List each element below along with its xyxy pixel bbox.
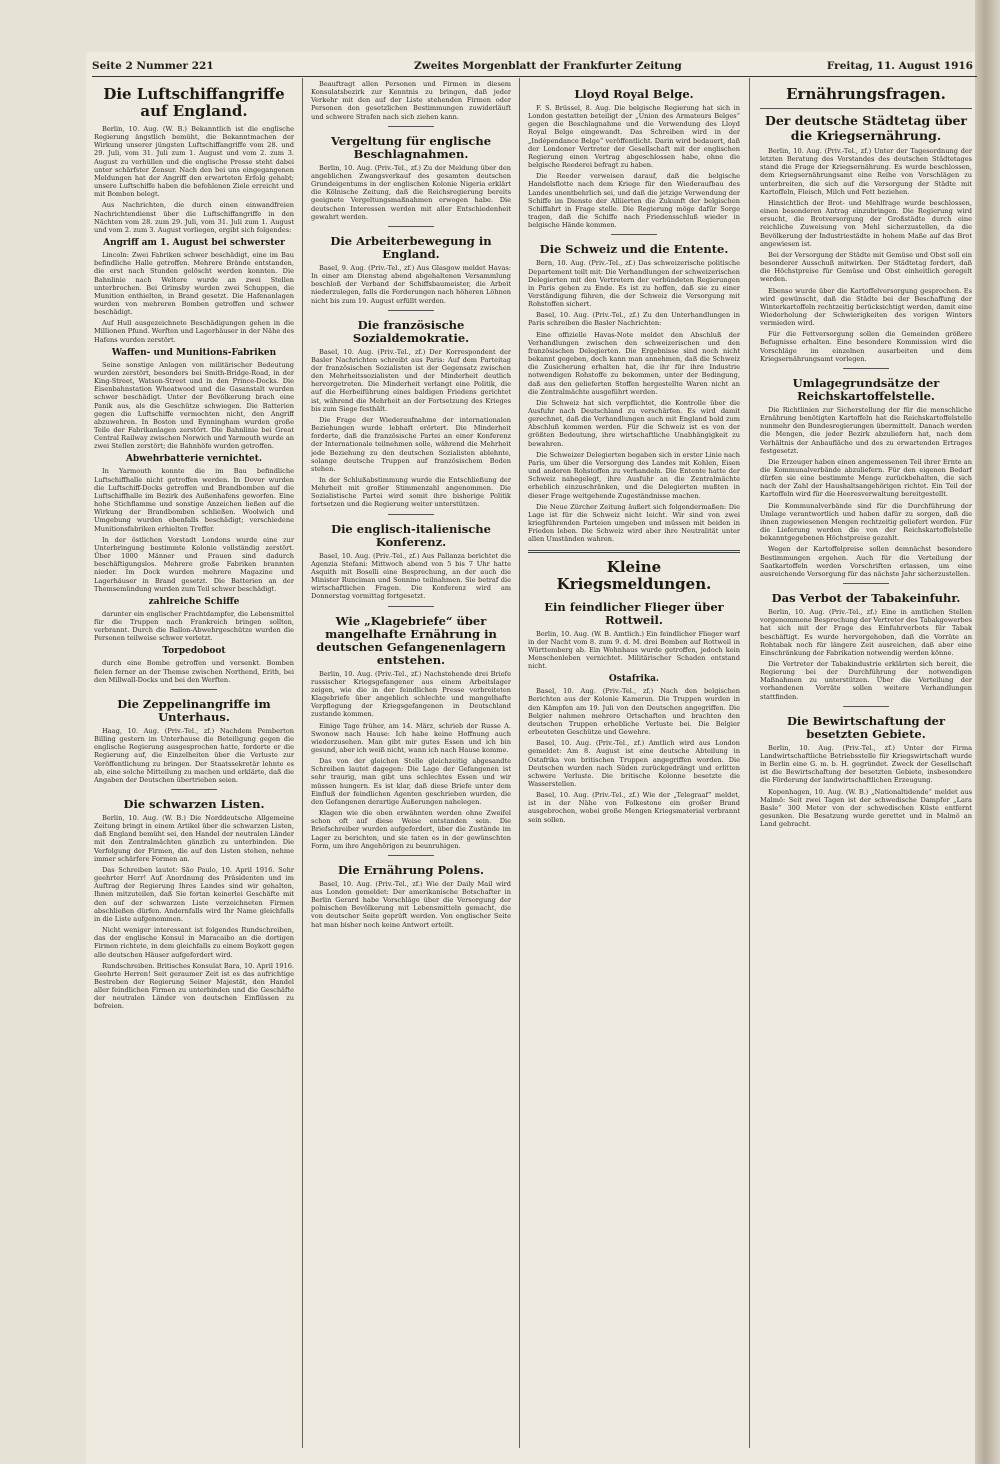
column-3: [528, 80, 740, 1440]
page-header: [92, 58, 977, 76]
article-paragraph: Die Erzeuger haben einen angemessenen Teil ihrer Ernte an die Kommunalverbände abzuliefern. Für den eigenen Bedarf dürfen sie eine bestimmte Menge zurückbehalten, die sich nach der Zahl der Haushaltsangehörigen richtet. Ein Teil der Kartoffeln wird für die Heeresverwaltung bereitgestellt.: [760, 457, 972, 499]
article-paragraph: Basel, 10. Aug. (Priv.-Tel., zf.) Wie der „Telegraaf“ meldet, ist in der Nähe von Folkestone ein großer Brand ausgebrochen, wobei große Mengen Kriegsmaterial verbrannt sein sollen.: [528, 791, 740, 824]
article-paragraph: Ebenso wurde über die Kartoffelversorgung gesprochen. Es wird gewünscht, daß die Städte bei der Beschaffung der Winterkartoffeln rechtzeitig berücksichtigt werden, damit eine Wiederholung der Schwierigkeiten des vorigen Winters vermieden wird.: [760, 286, 972, 328]
article-paragraph: Kopenhagen, 10. Aug. (W. B.) „Nationaltidende“ meldet aus Malmö: Seit zwei Tagen ist der schwedische Dampfer „Lara Basle“ 300 Meter von der schwedischen Küste entfernt gesunken. Die Besatzung wurde gerettet und in Malmö an Land gebracht.: [760, 787, 972, 829]
article-paragraph: Nicht weniger interessant ist folgendes Rundschreiben, das der englische Konsul in Maracaibo an die dortigen Firmen richtete, in dem gleichfalls zu einem Boykott gegen alle deutschen Häuser aufgefordert wird.: [94, 926, 294, 959]
article-paragraph: Das Schreiben lautet: São Paulo, 10. April 1916. Sehr geehrter Herr! Auf Anordnung des Präsidenten und im Auftrag der Regierung Ihres Landes sind wir gehalten, Ihnen mitzuteilen, daß Sie fortan keinerlei Geschäfte mit den auf der schwarzen Liste verzeichneten Firmen abschließen dürfen. Andernfalls wird Ihr Name gleichfalls in die Liste aufgenommen.: [94, 865, 294, 923]
section-rule: [760, 108, 972, 109]
article-headline: Die Bewirtschaftung der besetzten Gebiete.: [786, 713, 946, 741]
article-headline: Wie „Klagebriefe“ über mangelhafte Ernährung in deutschen Gefangenenlagern entstehen.: [316, 613, 506, 667]
article-headline: Die Ernährung Polens.: [337, 862, 485, 877]
article-paragraph: Beauftragt allen Personen und Firmen in diesem Konsulatsbezirk zur Kenntnis zu bringen, daß jeder Verkehr mit den auf der Liste stehenden Firmen oder Personen den gesetzlichen Bestimmungen zuwiderläuft und schwere Strafen nach sich ziehen kann.: [311, 80, 511, 121]
article-paragraph: Die Kommunalverbände sind für die Durchführung der Umlage verantwortlich und haben dafür zu sorgen, daß die ihnen zugewiesenen Mengen rechtzeitig geliefert werden. Für die Lieferung werden die von der Reichskartoffelstelle bekanntgegebenen Höchstpreise gezahlt.: [760, 501, 972, 543]
article-paragraph: Basel, 10. Aug. (Priv.-Tel., zf.) Wie der Daily Mail wird aus London gemeldet: Der amerikanische Botschafter in Berlin Gerard habe Vorschläge über die Versorgung der polnischen Bevölkerung mit Lebensmitteln gemacht, die von deutscher Seite geprüft werden. Von englischer Seite hat man bisher noch keine Antwort erteilt.: [311, 879, 511, 929]
separator: [388, 310, 434, 311]
article-paragraph: Berlin, 10. Aug. (Priv.-Tel., zf.) Eine in amtlichen Stellen vorgenommene Besprechung der Vertreter des Tabakgewerbes hat sich mit der Frage des Einfuhrverbots für Tabak beschäftigt. Es wurde hervorgehoben, daß die Vorräte an Rohtabak noch für längere Zeit ausreichen, daß aber eine Einschränkung der Fabrikation notwendig werden könne.: [760, 608, 972, 657]
article-paragraph: Bern, 10. Aug. (Priv.-Tel., zf.) Das schweizerische politische Departement teilt mit: Die Verhandlungen der schweizerischen Delegierten mit den Vertretern der verbündeten Regierungen in Paris gehen zu Ende. Es ist zu hoffen, daß sie zu einer Verständigung führen, die der Schweiz die Versorgung mit Rohstoffen sichert.: [528, 259, 740, 309]
subheading: zahlreiche Schiffe: [148, 596, 240, 607]
article-paragraph: Basel, 9. Aug. (Priv.-Tel., zf.) Aus Glasgow meldet Havas: In einer am Dienstag abend abgehaltenen Versammlung beschloß der Verband der Schiffsbaumeister, die Arbeit niederzulegen, falls die Forderungen nach höheren Löhnen nicht bis zum 19. August erfüllt werden.: [311, 263, 511, 305]
article-headline: Umlagegrundsätze der Reichskartoffelstelle.: [792, 375, 940, 403]
subheading: Ostafrika.: [608, 674, 660, 685]
article-paragraph: Bei der Versorgung der Städte mit Gemüse und Obst soll ein besonderer Ausschuß mitwirken. Der Städtetag fordert, daß die Höchstpreise für Gemüse und Obst einheitlich geregelt werden.: [760, 250, 972, 284]
article-headline: Lloyd Royal Belge.: [574, 87, 694, 101]
article-paragraph: Basel, 10. Aug. (Priv.-Tel., zf.) Der Korrespondent der Basler Nachrichten schreibt aus Paris: Auf dem Parteitag der französischen Sozialisten ist der Gegensatz zwischen den Mehrheitssozialisten und der Minderheit deutlich hervorgetreten. Die Minderheit verlangt eine Politik, die auf die Herbeiführung eines baldigen Friedens gerichtet ist, während die Mehrheit an der Fortsetzung des Krieges bis zum Siege festhält.: [311, 347, 511, 413]
page-number: Seite 2 Nummer 221: [92, 60, 214, 72]
article-paragraph: Haag, 10. Aug. (Priv.-Tel., zf.) Nachdem Pemberton Billing gestern im Unterhause die Beteiligung gegen die englische Regierung ausgesprochen hatte, forderte er die Regierung auf, die Einzelheiten über die Verluste zur Veröffentlichung zu bringen. Der Staatssekretär lehnte es ab, eine solche Mitteilung zu machen und erklärte, daß die Angaben der Deutschen übertrieben seien.: [94, 726, 294, 784]
article-paragraph: Basel, 10. Aug. (Priv.-Tel., zf.) Zu den Unterhandlungen in Paris schreiben die Basler Nachrichten:: [528, 311, 740, 328]
article-headline: Die Zeppelinangriffe im Unterhaus.: [117, 696, 271, 724]
separator: [611, 234, 657, 235]
separator: [388, 855, 434, 856]
article-headline: Die englisch-italienische Konferenz.: [331, 521, 491, 549]
header-rule: [92, 76, 977, 77]
article-paragraph: Klagen wie die oben erwähnten werden ohne Zweifel schon oft auf diese Weise entstanden sein. Die Briefschreiber wurden aufgefordert, über die Zustände im Lager zu berichten, und sie taten es in der gewünschten Form, um ihre Angehörigen zu beunruhigen.: [311, 809, 511, 850]
article-paragraph: Berlin, 10. Aug. (Priv.-Tel., zf.) Unter der Firma Landwirtschaftliche Betriebsstelle für Kriegswirtschaft wurde in Berlin eine G. m. b. H. gegründet. Zweck der Gesellschaft ist die Bewirtschaftung der besetzten Gebiete, insbesondere die Förderung der landwirtschaftlichen Erzeugung.: [760, 743, 972, 785]
separator: [843, 706, 889, 707]
article-paragraph: durch eine Bombe getroffen und versenkt. Bomben fielen ferner an der Themse zwischen Northend, Erith, bei den Millwall-Docks und bei den Werften.: [94, 659, 294, 684]
article-paragraph: darunter ein englischer Frachtdampfer, die Lebensmittel für die Truppen nach Frankreich bringen sollten, verbrannt. Durch die Ballon-Abwehrgeschütze wurden die Personen teilweise schwer verletzt.: [94, 609, 294, 643]
article-paragraph: Hinsichtlich der Brot- und Mehlfrage wurde beschlossen, einen besonderen Antrag einzubringen. Die Regierung wird ersucht, die Brotversorgung der Großstädte durch eine reichliche Zuweisung von Mehl sicherzustellen, da die Bevölkerung der Industriestädte in hohem Maße auf das Brot angewiesen ist.: [760, 198, 972, 248]
separator: [388, 226, 434, 227]
article-headline: Die französische Sozialdemokratie.: [352, 317, 470, 345]
separator: [171, 789, 217, 790]
separator: [843, 368, 889, 369]
article-paragraph: Auf Hull ausgezeichnete Beschädigungen gehen in die Millionen Pfund. Werften und Lagerhäuser in der Nähe des Hafens wurden zerstört.: [94, 319, 294, 344]
article-paragraph: Die Vertreter der Tabakindustrie erklärten sich bereit, die Regierung bei der Durchführung der notwendigen Maßnahmen zu unterstützen. Über die Verteilung der vorhandenen Vorräte sollen weitere Verhandlungen stattfinden.: [760, 659, 972, 701]
article-paragraph: Aus Nachrichten, die durch einen einwandfreien Nachrichtendienst über die Luftschiffangriffe in den Nächten vom 28. zum 29. Juli, vom 31. Juli zum 1. August und vom 2. zum 3. August vorliegen, ergibt sich folgendes:: [94, 201, 294, 234]
article-paragraph: In der Schlußabstimmung wurde die Entschließung der Mehrheit mit großer Stimmenzahl angenommen. Die Sozialistische Partei wird somit ihre bisherige Politik fortsetzen und die Regierung weiter unterstützen.: [311, 476, 511, 509]
subheading: Angriff am 1. August bei schwerster: [103, 238, 285, 249]
article-paragraph: Lincoln: Zwei Fabriken schwer beschädigt, eine im Bau befindliche Halle getroffen. Mehrere Brände entstanden, die erst nach Stunden gelöscht werden konnten. Die Bahnlinie nach Weltere wurde an zwei Stellen unterbrochen. Bei Grimsby wurden zwei Schuppen, die Munition enthielten, in Brand gesetzt. Die Hafenanlagen wurden von mehreren Bomben getroffen und schwer beschädigt.: [94, 251, 294, 317]
column-1: [94, 80, 294, 1440]
subheading: Waffen- und Munitions-Fabriken: [111, 347, 277, 358]
column-divider: [519, 78, 520, 1448]
article-paragraph: Berlin, 10. Aug. (W. B. Amtlich.) Ein feindlicher Flieger warf in der Nacht vom 8. zum 9. d. M. drei Bomben auf Rottweil in Württemberg ab. Ein Wohnhaus wurde getroffen, jedoch kein Menschenleben vernichtet. Militärischer Schaden entstand nicht.: [528, 629, 740, 671]
section-headline: Kleine Kriegsmeldungen.: [556, 557, 712, 593]
issue-date: Freitag, 11. August 1916: [826, 60, 973, 72]
article-paragraph: Die Richtlinien zur Sicherstellung der für die menschliche Ernährung benötigten Kartoffeln hat die Reichskartoffelstelle nunmehr den Bundesregierungen übermittelt. Danach werden die Mengen, die jeder Bezirk abzuliefern hat, nach dem Verhältnis der Anbaufläche und des zu erwartenden Ertrages festgesetzt.: [760, 405, 972, 455]
column-4: [760, 80, 972, 1440]
article-paragraph: Für die Fettversorgung sollen die Gemeinden größere Befugnisse erhalten. Eine besondere Kommission wird die Vorschläge im einzelnen ausarbeiten und dem Kriegsernährungsamt vorlegen.: [760, 330, 972, 363]
column-divider: [302, 78, 303, 1448]
article-paragraph: Basel, 10. Aug. (Priv.-Tel., zf.) Aus Pallanza berichtet die Agenzia Stefani: Mittwoch abend von 5 bis 7 Uhr hatte Asquith mit Boselli eine Besprechung, an der auch die Minister Runciman und Sonnino teilnahmen. Sie betraf die wirtschaftlichen Fragen. Die Konferenz wird am Donnerstag vormittag fortgesetzt.: [311, 551, 511, 601]
article-paragraph: In Yarmouth konnte die im Bau befindliche Luftschiffhalle nicht getroffen werden. In Dover wurden die Luftschiff-Docks getroffen und Brandbomben auf die Luftschiffhalle im Bezirk des Außenhafens geworfen. Eine hohe Stichflamme und sonstige Anzeichen ließen auf die Wirkung der Brandbomben schließen. Woolwich und Umgebung wurden ebenfalls beschädigt; verschiedene Munitionsfabriken erhielten Treffer.: [94, 467, 294, 533]
section-rule: [528, 550, 740, 553]
article-paragraph: Die Schweizer Delegierten begaben sich in erster Linie nach Paris, um über die Versorgung des Landes mit Kohlen, Eisen und anderen Rohstoffen zu verhandeln. Die Entente hatte der Schweiz nahegelegt, ihre Ausfuhr an die Zentralmächte erheblich einzuschränken, und die Delegierten mußten in dieser Frage weitgehende Zugeständnisse machen.: [528, 450, 740, 500]
separator: [388, 126, 434, 127]
article-paragraph: Berlin, 10. Aug. (W. B.) Bekanntlich ist die englische Regierung ängstlich bemüht, die Bekanntmachen der Wirkung unserer jüngsten Luftschiffangriffe vom 28. und 29. Juli, vom 31. Juli zum 1. August und vom 2. zum 3. August zu verhüllen und die englische Presse steht dabei unter schärfster Zensur. Nach den bei uns eingegangenen Meldungen hat der Angriff den erwarteten Erfolg gehabt; unsere Luftschiffe haben die befohlenen Ziele erreicht und mit Bomben belegt.: [94, 125, 294, 199]
article-paragraph: Rundschreiben. Britisches Konsulat Bara, 10. April 1916. Geehrte Herren! Seit geraumer Zeit ist es das aufrichtige Bestreben der Regierung Seiner Majestät, den Handel aller feindlichen Firmen zu unterbinden und die Geschäfte der neutralen Länder von deutschen Einflüssen zu befreien.: [94, 961, 294, 1011]
article-paragraph: Die Neue Zürcher Zeitung äußert sich folgendermaßen: Die Lage ist für die Schweiz nicht leicht. Wir sind von zwei kriegführenden Parteien umgeben und müssen mit beiden in Frieden leben. Die Schweiz wird aber ihre Neutralität unter allen Umständen wahren.: [528, 502, 740, 544]
article-paragraph: Berlin, 10. Aug. (Priv.-Tel., zf.) Zu der Meldung über den angeblichen Zwangsverkauf des gesamten deutschen Grundeigentums in der englischen Kolonie Nigeria erklärt die Kölnische Zeitung, daß die Reichsregierung bereits geeignete Vergeltungsmaßnahmen erwogen habe. Die deutschen Interessen werden mit aller Entschiedenheit gewahrt werden.: [311, 163, 511, 221]
column-2: [311, 80, 511, 1440]
subheading: Torpedoboot: [162, 646, 226, 657]
article-paragraph: Die Schweiz hat sich verpflichtet, die Kontrolle über die Ausfuhr nach Deutschland zu verschärfen. Es wird damit gerechnet, daß die Verhandlungen auch mit England bald zum Abschluß kommen werden. Für die Schweiz ist es von der größten Bedeutung, ihre wirtschaftliche Unabhängigkeit zu bewahren.: [528, 398, 740, 448]
article-paragraph: Basel, 10. Aug. (Priv.-Tel., zf.) Nach den belgischen Berichten aus der Kolonie Kamerun. Die Truppen wurden in den Kämpfen am 19. Juli von den Deutschen angegriffen. Die Belgier nahmen mehrere Ortschaften und brachten den deutschen Truppen erhebliche Verluste bei. Die Belgier erbeuteten Geschütze und Gewehre.: [528, 687, 740, 737]
article-headline: Der deutsche Städtetag über die Kriegsernährung.: [764, 113, 968, 143]
article-paragraph: Berlin, 10. Aug. (W. B.) Die Norddeutsche Allgemeine Zeitung bringt in einem Artikel über die schwarzen Listen, daß England bemüht sei, den Handel der neutralen Länder mit den Zentralmächten gänzlich zu unterbinden. Die Verfolgung der Firmen, die auf den Listen stehen, nehme immer schärfere Formen an.: [94, 814, 294, 863]
article-headline: Ein feindlicher Flieger über Rottweil.: [544, 599, 724, 627]
article-paragraph: In der östlichen Vorstadt Londons wurde eine zur Unterbringung bestimmte Kolonie vollständig zerstört. Über 1000 Männer und Frauen sind dadurch beschäftigungslos. Mehrere große Fabriken brannten nieder. Im Dock wurden mehrere Magazine und Lagerhäuser in Brand gesetzt. Die Batterien an der Themsemündung wurden zum Teil schwer beschädigt.: [94, 535, 294, 593]
article-headline: Die Arbeiterbewegung in England.: [330, 233, 492, 261]
newspaper-title: Zweites Morgenblatt der Frankfurter Zeitung: [414, 60, 682, 72]
article-paragraph: F. S. Brüssel, 8. Aug. Die belgische Regierung hat sich in London gestatten beteiligt der „Union des Armateurs Belges“ gegen die Beschlagnahme und die Verwendung des Lloyd Royal Belge eingewandt. Das Schreiben wird in der „Indépendance Belge“ veröffentlicht. Darin wird bedauert, daß der Londoner Vertreter der Gesellschaft mit der englischen Regierung einen Vertrag abgeschlossen habe, ohne die belgische Reederei befragt zu haben.: [528, 104, 740, 170]
article-paragraph: Seine sonstige Anlagen von militärischer Bedeutung wurden zerstört, besonders bei Smith-Bridge-Road, in der King-Street, Watson-Street und in den Prince-Docks. Die Eisenbahnstation Wheatwood und die Gasanstalt wurden schwer beschädigt. Unter der Bevölkerung brach eine Panik aus, als die Geschütze schwiegen. Die Batterien gegen die Luftschiffe vermochten nicht, den Angriff abzuwehren. In Boston und Eynningham wurden große Teile der Fabrikanlagen zerstört. Die Bahnlinie bei Great Central Railway zwischen Norwich und Yarmouth wurde an zwei Stellen zerstört; die Bahnhöfe wurden getroffen.: [94, 360, 294, 451]
article-headline: Vergeltung für englische Beschlagnahmen.: [330, 133, 492, 161]
separator: [388, 606, 434, 607]
section-headline: Ernährungsfragen.: [786, 85, 946, 103]
page-edge: [975, 0, 1000, 1464]
column-divider: [749, 78, 750, 1448]
subheading: Abwehrbatterie vernichtet.: [125, 454, 263, 465]
article-headline: Die Luftschiffangriffe auf England.: [103, 85, 285, 120]
article-paragraph: Einige Tage früher, am 14. März, schrieb der Russe A. Swonow nach Hause: Ich habe keine Hoffnung auch wiederzusehen. Man gibt mir gutes Essen und ich bin gesund, aber ich weiß nicht, wann ich nach Hause komme.: [311, 721, 511, 754]
article-headline: Das Verbot der Tabakeinfuhr.: [771, 591, 961, 606]
article-paragraph: Berlin, 10. Aug. (Priv.-Tel., zf.) Unter der Tagesordnung der letzten Beratung des Vorstandes des deutschen Städtetages stand die Frage der Kriegsernährung. Es wurde beschlossen, dem Kriegsernährungsamt eine Reihe von Vorschlägen zu unterbreiten, die sich auf die Versorgung der Städte mit Kartoffeln, Fleisch, Milch und Fett beziehen.: [760, 147, 972, 196]
article-paragraph: Die Frage der Wiederaufnahme der internationalen Beziehungen wurde lebhaft erörtert. Die Minderheit forderte, daß die französische Partei an einer Konferenz der Internationale teilnehmen solle, während die Mehrheit jede Beziehung zu den deutschen Sozialisten ablehnte, solange deutsche Truppen auf französischem Boden stehen.: [311, 415, 511, 473]
article-headline: Die Schweiz und die Entente.: [539, 242, 729, 257]
article-paragraph: Eine offizielle Havas-Note meldet den Abschluß der Verhandlungen zwischen den schweizerischen und den französischen Delegierten. Die Ergebnisse sind noch nicht bekannt gegeben, doch kann man annehmen, daß die Schweiz die Zusicherung erhalten hat, die ihr für ihre Industrie notwendigen Rohstoffe zu bekommen, unter der Bedingung, daß aus den gelieferten Stoffen hergestellte Waren nicht an die Zentralmächte ausgeführt werden.: [528, 330, 740, 396]
article-paragraph: Berlin, 10. Aug. (Priv.-Tel., zf.) Nachstehende drei Briefe russischer Kriegsgefangener aus einem Arbeitslager zeigen, wie die in der feindlichen Presse verbreiteten Klagebriefe über angeblich schlechte und mangelhafte Verpflegung der Kriegsgefangenen in Deutschland zustande kommen.: [311, 669, 511, 719]
article-paragraph: Wegen der Kartoffelpreise sollen demnächst besondere Bestimmungen ergehen. Auch für die Verteilung der Saatkartoffeln werden Vorschriften erlassen, um eine ausreichende Versorgung für das nächste Jahr sicherzustellen.: [760, 545, 972, 578]
separator: [171, 689, 217, 690]
separator: [388, 514, 434, 515]
article-paragraph: Die Reeder verweisen darauf, daß die belgische Handelsflotte nach dem Kriege für den Wiederaufbau des Landes unentbehrlich sei, und daß die jetzige Verwendung der Schiffe im Dienste der Alliierten die Zukunft der belgischen Schiffahrt in Frage stelle. Die Regierung möge dafür Sorge tragen, daß die Schiffe nach Friedensschluß wieder in belgische Hände kommen.: [528, 172, 740, 230]
separator: [843, 583, 889, 584]
article-headline: Die schwarzen Listen.: [123, 797, 265, 811]
article-paragraph: Das von der gleichen Stelle gleichzeitig abgesandte Schreiben lautet dagegen: Die Lage der Gefangenen ist sehr traurig, man gibt uns schlechtes Essen und wir müssen hungern. Es ist klar, daß diese Briefe unter dem Einfluß der feindlichen Agenten geschrieben wurden, die den Gefangenen derartige Äußerungen nahelegen.: [311, 757, 511, 806]
article-paragraph: Basel, 10. Aug. (Priv.-Tel., zf.) Amtlich wird aus London gemeldet: Am 8. August ist eine deutsche Abteilung in Ostafrika von britischen Truppen angegriffen worden. Die Deutschen wurden nach Süden zurückgedrängt und erlitten schwere Verluste. Die britische Kolonne besetzte die Wasserstellen.: [528, 739, 740, 788]
